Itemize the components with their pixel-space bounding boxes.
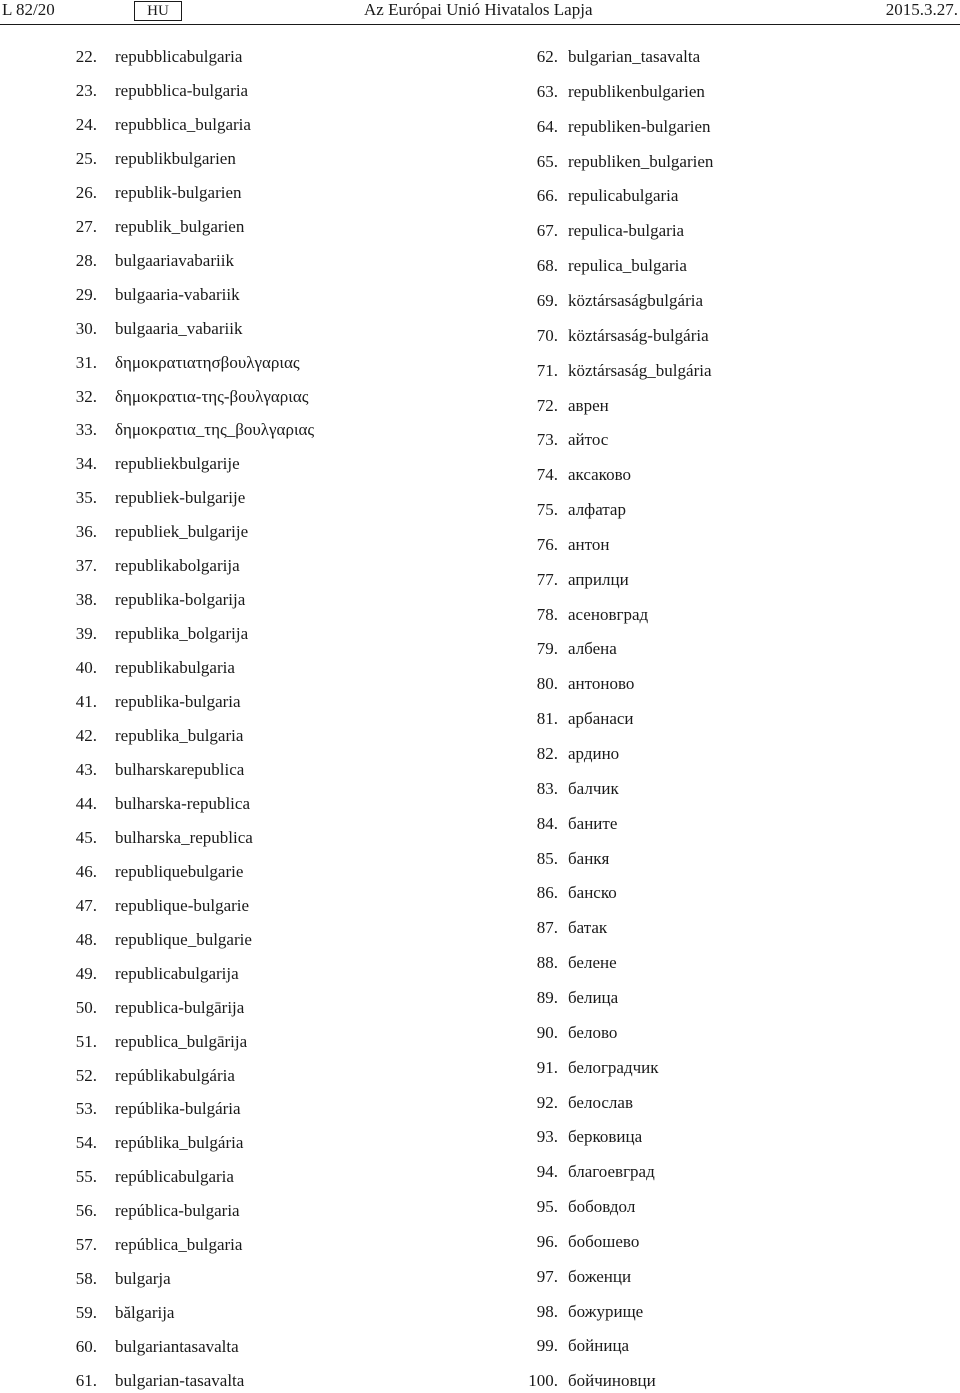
list-item-number: 22. xyxy=(75,47,97,66)
list-item-number: 44. xyxy=(75,793,97,813)
list-item-number: 55. xyxy=(75,1167,97,1187)
list-item-number: 54. xyxy=(75,1133,97,1153)
list-item-text: bulgaaria_vabariik xyxy=(115,318,243,338)
list-item-number: 47. xyxy=(75,895,97,915)
list-item-text: republique_bulgarie xyxy=(115,929,252,949)
list-item-text: банско xyxy=(568,883,617,903)
list-item-number: 34. xyxy=(75,454,97,474)
list-item-number: 73. xyxy=(536,430,558,450)
list-item-number: 50. xyxy=(75,997,97,1017)
list-item-number: 65. xyxy=(536,151,558,171)
list-item-number: 96. xyxy=(536,1231,558,1251)
list-item-number: 97. xyxy=(536,1266,558,1286)
list-item-number: 88. xyxy=(536,953,558,973)
list-item-number: 71. xyxy=(536,360,558,380)
list-item-number: 57. xyxy=(75,1235,97,1255)
list-item-number: 91. xyxy=(536,1057,558,1077)
list-item-text: republika-bolgarija xyxy=(115,590,246,610)
list-item-number: 74. xyxy=(536,465,558,485)
list-item-text: köztársaságbulgária xyxy=(568,290,703,310)
list-item-number: 35. xyxy=(75,488,97,508)
list-item-text: баните xyxy=(568,813,618,833)
list-item-text: republiquebulgarie xyxy=(115,861,244,881)
list-item-text: köztársaság-bulgária xyxy=(568,325,709,345)
list-item-number: 63. xyxy=(536,81,558,101)
list-item-number: 43. xyxy=(75,759,97,779)
list-item-number: 37. xyxy=(75,556,97,576)
list-item-number: 46. xyxy=(75,861,97,881)
list-item-number: 78. xyxy=(536,604,558,624)
list-item-text: банкя xyxy=(568,848,610,868)
list-item-text: republikabolgarija xyxy=(115,556,240,576)
list-item-number: 56. xyxy=(75,1201,97,1221)
list-item-number: 27. xyxy=(75,216,97,236)
list-item-number: 76. xyxy=(536,534,558,554)
list-item-number: 48. xyxy=(75,929,97,949)
list-item-text: republikbulgarien xyxy=(115,148,236,168)
list-item-text: repulicabulgaria xyxy=(568,186,679,206)
list-item-text: bulharska-republica xyxy=(115,793,250,813)
list-item-number: 84. xyxy=(536,813,558,833)
list-item-text: ардино xyxy=(568,744,620,763)
list-item-text: republiken-bulgarien xyxy=(568,116,711,136)
page-header xyxy=(0,0,960,22)
list-item-number: 25. xyxy=(75,148,97,168)
list-item-number: 92. xyxy=(536,1092,558,1112)
list-item-number: 42. xyxy=(75,726,97,745)
list-item-number: 24. xyxy=(75,114,97,134)
list-item-text: república_bulgaria xyxy=(115,1235,243,1255)
list-item-text: δημοκρατια_της_βουλγαριας xyxy=(115,420,315,440)
list-item-number: 30. xyxy=(75,318,97,338)
list-item-number: 94. xyxy=(536,1162,558,1182)
list-item-text: арбанаси xyxy=(568,709,634,729)
list-item-text: repulica-bulgaria xyxy=(568,221,685,241)
list-item-text: bulharskarepublica xyxy=(115,759,245,779)
list-item-text: белоградчик xyxy=(568,1057,659,1077)
list-item-number: 23. xyxy=(75,80,97,100)
list-item-text: балчик xyxy=(568,778,619,798)
list-item-number: 90. xyxy=(536,1022,558,1042)
list-item-text: боженци xyxy=(568,1266,632,1286)
list-item-number: 83. xyxy=(536,778,558,798)
list-item-number: 41. xyxy=(75,692,97,712)
list-item-text: bulgariantasavalta xyxy=(115,1337,239,1357)
list-item-number: 53. xyxy=(75,1099,97,1119)
list-item-number: 82. xyxy=(536,744,558,763)
list-item-text: берковица xyxy=(568,1127,643,1147)
list-item-text: bulgarja xyxy=(115,1269,171,1289)
list-item-text: republika-bulgaria xyxy=(115,692,241,712)
journal-title: Az Európai Unió Hivatalos Lapja xyxy=(364,0,593,19)
list-item-number: 72. xyxy=(536,395,558,415)
list-item-text: белене xyxy=(568,953,617,973)
list-item-text: republiek_bulgarije xyxy=(115,522,249,542)
list-item-number: 60. xyxy=(75,1337,97,1357)
list-item-text: repulica_bulgaria xyxy=(568,256,687,276)
list-item-number: 95. xyxy=(536,1197,558,1217)
list-item-text: бобовдол xyxy=(568,1197,636,1217)
list-item-number: 69. xyxy=(536,290,558,310)
list-item-number: 93. xyxy=(536,1127,558,1147)
list-item-text: априлци xyxy=(568,569,629,589)
list-item-number: 38. xyxy=(75,590,97,610)
header-rule xyxy=(0,24,960,25)
list-item-text: антон xyxy=(568,534,610,554)
list-item-text: repúblika_bulgária xyxy=(115,1133,244,1153)
list-item-number: 79. xyxy=(536,639,558,659)
list-item-text: bulgarian-tasavalta xyxy=(115,1371,245,1391)
list-item-number: 52. xyxy=(75,1065,97,1085)
list-item-text: антоново xyxy=(568,674,635,694)
list-item-text: republiekbulgarije xyxy=(115,454,240,474)
list-item-text: repúblicabulgaria xyxy=(115,1167,234,1187)
list-item-number: 100. xyxy=(528,1371,558,1391)
list-item-text: божурище xyxy=(568,1301,644,1321)
list-item-text: bulgarian_tasavalta xyxy=(568,47,701,66)
list-item-text: republikenbulgarien xyxy=(568,81,705,101)
list-item-number: 33. xyxy=(75,420,97,440)
list-item-number: 51. xyxy=(75,1031,97,1051)
list-item-number: 29. xyxy=(75,284,97,304)
list-item-number: 39. xyxy=(75,624,97,644)
list-item-number: 66. xyxy=(536,186,558,206)
list-item-text: алфатар xyxy=(568,500,626,520)
list-item-text: repubblica-bulgaria xyxy=(115,80,249,100)
list-item-number: 36. xyxy=(75,522,97,542)
list-item-number: 70. xyxy=(536,325,558,345)
list-item-text: republikabulgaria xyxy=(115,658,235,678)
list-item-text: батак xyxy=(568,918,608,938)
list-item-number: 26. xyxy=(75,182,97,202)
list-item-text: аврен xyxy=(568,395,609,415)
list-item-number: 98. xyxy=(536,1301,558,1321)
list-item-text: албена xyxy=(568,639,617,659)
list-item-text: repúblika-bulgária xyxy=(115,1099,241,1119)
list-item-text: асеновград xyxy=(568,604,649,624)
list-item-text: айтос xyxy=(568,430,609,450)
list-item-text: republica-bulgārija xyxy=(115,997,245,1017)
list-item-text: republika_bulgaria xyxy=(115,726,244,745)
list-item-number: 75. xyxy=(536,500,558,520)
list-item-text: благоевград xyxy=(568,1162,655,1182)
list-item-number: 87. xyxy=(536,918,558,938)
list-item-number: 58. xyxy=(75,1269,97,1289)
list-item-text: bulgaariavabariik xyxy=(115,250,234,270)
list-item-text: republika_bolgarija xyxy=(115,624,249,644)
list-item-text: bulharska_republica xyxy=(115,827,253,847)
list-item-number: 77. xyxy=(536,569,558,589)
list-item-number: 31. xyxy=(75,352,97,372)
list-item-text: бобошево xyxy=(568,1231,640,1251)
list-item-number: 28. xyxy=(75,250,97,270)
list-item-text: δημοκρατια-της-βουλγαριας xyxy=(115,386,309,406)
list-item-number: 85. xyxy=(536,848,558,868)
list-item-text: repubblica_bulgaria xyxy=(115,114,251,134)
list-item-number: 80. xyxy=(536,674,558,694)
list-item-text: bulgaaria-vabariik xyxy=(115,284,240,304)
list-item-number: 61. xyxy=(75,1371,97,1391)
list-item-number: 49. xyxy=(75,963,97,983)
language-badge: HU xyxy=(134,1,182,21)
list-item-number: 67. xyxy=(536,221,558,241)
list-item-number: 99. xyxy=(536,1336,558,1356)
list-item-text: republiek-bulgarije xyxy=(115,488,246,508)
list-item-text: белово xyxy=(568,1022,618,1042)
list-item-text: köztársaság_bulgária xyxy=(568,360,712,380)
list-item-text: republique-bulgarie xyxy=(115,895,250,915)
list-item-text: republiken_bulgarien xyxy=(568,151,714,171)
list-item-text: republik-bulgarien xyxy=(115,182,242,202)
list-item-text: белослав xyxy=(568,1092,633,1112)
list-item-text: бойница xyxy=(568,1336,630,1356)
list-item-number: 40. xyxy=(75,658,97,678)
list-item-text: repubblicabulgaria xyxy=(115,47,243,66)
list-item-text: repúblikabulgária xyxy=(115,1065,235,1085)
list-item-text: бойчиновци xyxy=(568,1371,656,1391)
list-item-text: republica_bulgārija xyxy=(115,1031,248,1051)
list-item-text: аксаково xyxy=(568,465,631,485)
list-item-number: 81. xyxy=(536,709,558,729)
list-item-number: 86. xyxy=(536,883,558,903)
page-reference: L 82/20 xyxy=(2,0,55,19)
list-item-text: republicabulgarija xyxy=(115,963,239,983)
list-item-text: república-bulgaria xyxy=(115,1201,240,1221)
list-item-number: 32. xyxy=(75,386,97,406)
list-item-number: 45. xyxy=(75,827,97,847)
list-item-number: 62. xyxy=(536,47,558,66)
list-item-number: 68. xyxy=(536,256,558,276)
list-item-number: 59. xyxy=(75,1303,97,1323)
list-item-number: 89. xyxy=(536,987,558,1007)
issue-date: 2015.3.27. xyxy=(885,0,958,19)
list-item-text: δημοκρατιατησβουλγαριας xyxy=(115,352,300,372)
list-item-text: bălgarija xyxy=(115,1303,175,1323)
list-item-text: белица xyxy=(568,987,619,1007)
list-item-text: republik_bulgarien xyxy=(115,216,245,236)
list-item-number: 64. xyxy=(536,116,558,136)
